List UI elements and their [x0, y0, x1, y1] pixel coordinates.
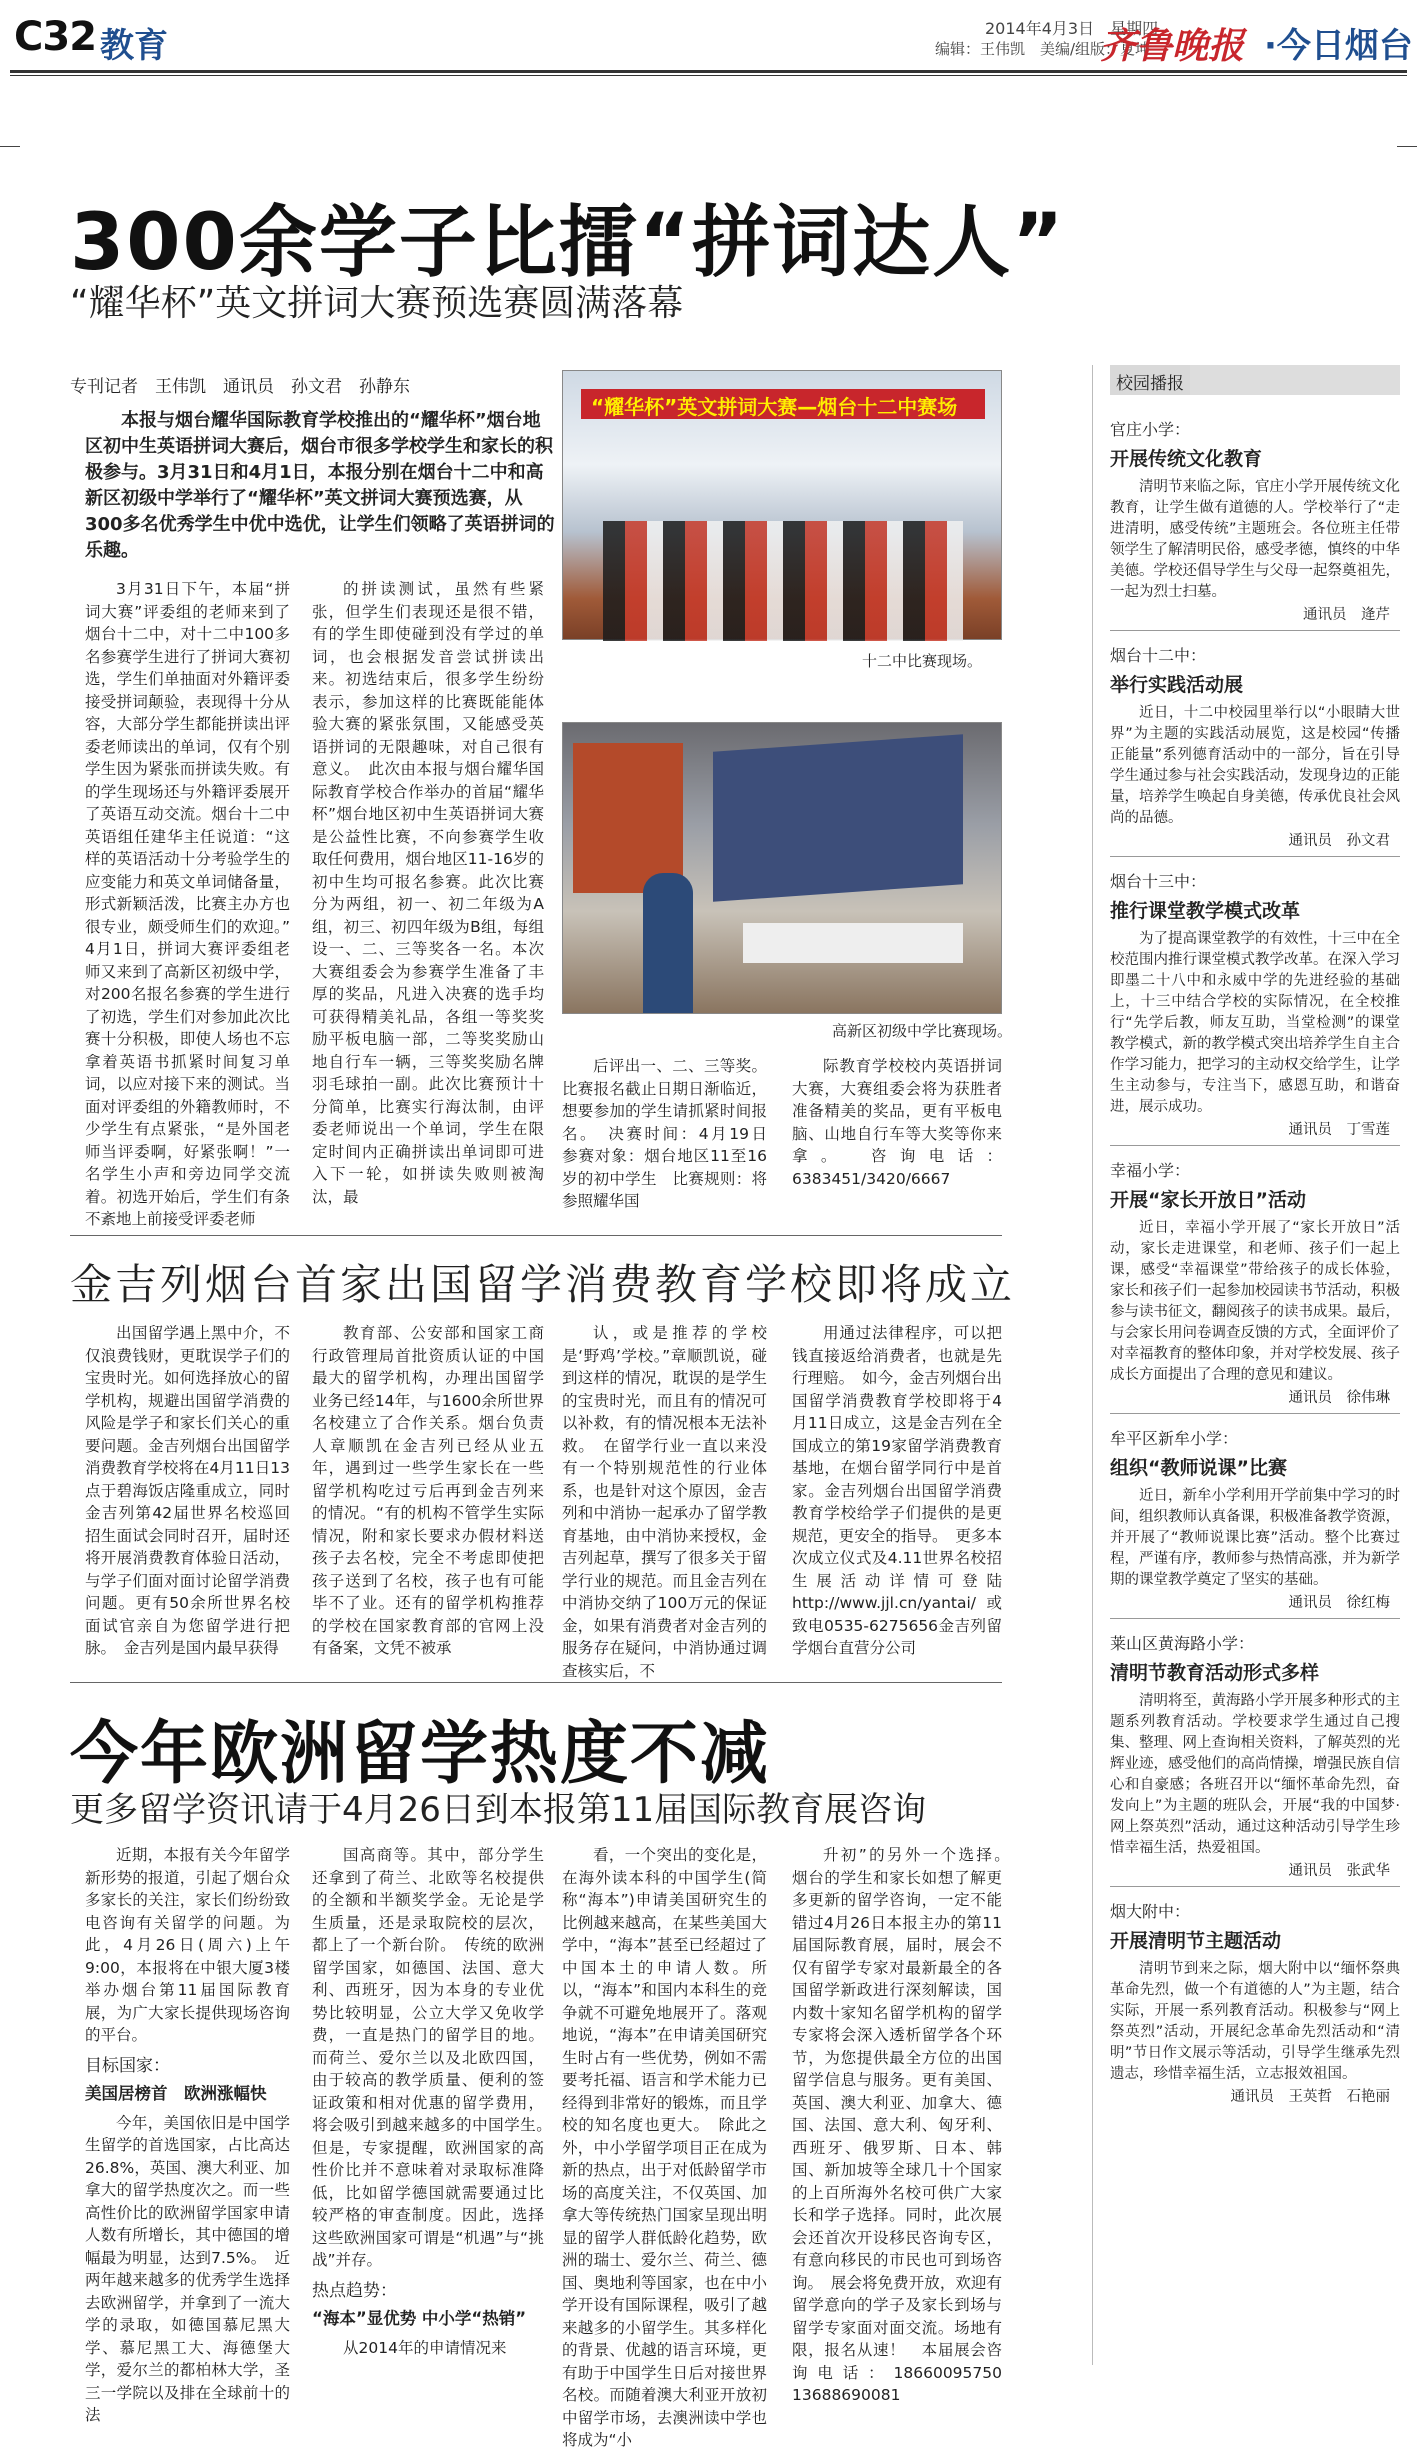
sidebar-item-byline: 通讯员 丁雪莲 — [1288, 1122, 1390, 1138]
sidebar-item-headline: 开展清明节主题活动 — [1110, 1930, 1282, 1952]
projector-screen — [713, 734, 963, 901]
photo1-caption: 十二中比赛现场。 — [862, 652, 983, 670]
sidebar-item-headline: 推行课堂教学模式改革 — [1110, 900, 1301, 922]
article3-column-3: 看，一个突出的变化是，在海外读本科的中国学生(简称“海本”)申请美国研究生的比例越来越高，在某些美国大学中，“海本”甚至已经超过了中国本土的申请人数。所以，“海本”和国内本科生的竞争就不可避免地展开了。落观地说，“海本”在申请美国研究生时占有一些优势，例如不需要考托福、语言和学术能力已经得到非常好的锻炼，而且学校的知名度也更大。 除此之外，中小学留学项目正在成为新的热点，出于对低龄留学市场的高度关注，不仅英国、加拿大等传统热门国家呈现出明显的留学人群低龄化趋势，欧洲的瑞士、爱尔兰、荷兰、德国、奥地利等国家，也在中小学开设有国际课程，吸引了越来越多的小留学生。其多样化的背景、优越的语言环境，更有助于中国学生日后对接世界名校。而随着澳大利亚开放初中留学市场，去澳洲读中学也将成为“小 — [562, 1846, 767, 2449]
article1-subheadline: “耀华杯”英文拼词大赛预选赛圆满落幕 — [70, 283, 684, 324]
article1-headline: 300余学子比擂“拼词达人” — [70, 198, 1066, 288]
page-number: C32 — [14, 14, 97, 60]
article2-column-4: 用通过法律程序，可以把钱直接返给消费者，也就是先行理赔。 如今，金吉列烟台出国留学消费教育学校即将于4月11日成立，这是金吉列在全国成立的第19家留学消费教育基地，在烟台留学同行中是首家。金吉列烟台出国留学消费教育学校给学子们提供的是更规范，更安全的指导。 更多本次成立仪式及4.11世界名校招生展活动详情可登陆http://www.jjl.cn/yantai/或致电0535-6275656金吉列留学烟台直营分公司 — [792, 1324, 1002, 1657]
sidebar-item-byline: 通讯员 徐红梅 — [1288, 1595, 1390, 1611]
photo2-banner — [573, 743, 683, 893]
article3-kicker-1: 目标国家： — [85, 2055, 170, 2076]
sidebar-item-byline: 通讯员 徐伟琳 — [1288, 1390, 1390, 1406]
article3-col2-para2: 从2014年的申请情况来 — [343, 2338, 507, 2357]
article3-col1-para1: 近期，本报有关今年留学新形势的报道，引起了烟台众多家长的关注，家长们纷纷致电咨询有关留学的问题。为此，4月26日(周六)上午9:00，本报将在中银大厦3楼举办烟台第11届国际教育展，为广大家长提供现场咨询的平台。 — [85, 1846, 290, 2044]
sidebar-separator — [1110, 630, 1400, 631]
article1-column-2: 的拼读测试，虽然有些紧张，但学生们表现还是很不错，有的学生即使碰到没有学过的单词，也会根据发音尝试拼读出来。初选结束后，很多学生纷纷表示，参加这样的比赛既能能体验大赛的紧张氛围，又能感受英语拼词的无限趣味，对自己很有意义。 此次由本报与烟台耀华国际教育学校合作举办的首届“耀华杯”烟台地区初中生英语拼词大赛是公益性比赛，不向参赛学生收取任何费用，烟台地区11-16岁的初中生均可报名参赛。此次比赛分为两组，初一、初二年级为A组，初三、初四年级为B组，每组设一、二、三等奖各一名。本次大赛组委会为参赛学生准备了丰厚的奖品，凡进入决赛的选手均可获得精美礼品，各组一等奖奖励平板电脑一部，二等奖奖励山地自行车一辆，三等奖奖励名牌羽毛球拍一副。此次比赛预计十分简单，比赛实行海汰制，由评委老师说出一个单词，学生在限定时间内正确拼读出单词即可进入下一轮，如拼读失败则被淘汰，最 — [312, 580, 544, 1206]
sidebar-item-headline: 组织“教师说课”比赛 — [1110, 1457, 1287, 1479]
sidebar-item-body: 近日，十二中校园里举行以“小眼睛大世界”为主题的实践活动展览，这是校园“传播正能量”系列德育活动中的一部分，旨在引导学生通过参与社会实践活动，发现身边的正能量，培养学生唤起自身美德，传承优良社会风尚的品德。 — [1110, 705, 1400, 826]
sidebar-item-body: 近日，幸福小学开展了“家长开放日”活动，家长走进课堂，和老师、孩子们一起上课，感受“幸福课堂”带给孩子的成长体验，家长和孩子们一起参加校园读书节活动，积极参与读书征文，翻阅孩子的读书成果。最后，与会家长用问卷调查反馈的方式，全面评价了对幸福教育的整体印象，并对学校发展、孩子成长方面提出了合理的意见和建议。 — [1110, 1220, 1400, 1383]
section-name: 教育 — [100, 26, 168, 66]
sidebar-item-byline: 通讯员 张武华 — [1288, 1863, 1390, 1879]
article3-kicker-2: 热点趋势： — [312, 2280, 397, 2301]
sidebar-item-body: 清明节到来之际，烟大附中以“缅怀祭典革命先烈，做一个有道德的人”为主题，结合实际，开展一系列教育活动。积极参与“网上祭英烈”活动，开展纪念革命先烈活动和“清明”节日作文展示等活动，引导学生继承先烈遗志，珍惜幸福生活，立志报效祖国。 — [1110, 1961, 1400, 2082]
article1-column-4: 际教育学校校内英语拼词大赛，大赛组委会将为获胜者准备精美的奖品，更有平板电脑、山地自行车等大奖等你来拿。 咨询电话：6383451/3420/6667 — [792, 1057, 1002, 1188]
article1-byline: 专刊记者 王伟凯 通讯员 孙文君 孙静东 — [70, 377, 410, 397]
photo-school12-contest — [562, 370, 1002, 640]
sidebar-item-byline: 通讯员 王英哲 石艳丽 — [1230, 2089, 1390, 2105]
campus-news-sidebar — [1110, 365, 1400, 2370]
edition-name: ·今日烟台 — [1264, 26, 1413, 66]
sidebar-item-body: 清明节来临之际，官庄小学开展传统文化教育，让学生做有道德的人。学校举行了“走进清明，感受传统”主题班会。各位班主任带领学生了解清明民俗，感受孝德，慎终的中华美德。学校还倡导学生与父母一起祭奠祖先，一起为烈士扫墓。 — [1110, 479, 1400, 600]
newspaper-logo: 齐鲁晚报 — [1100, 25, 1245, 67]
sidebar-divider — [1092, 365, 1093, 2365]
sidebar-item — [1110, 1631, 1400, 1887]
sidebar-item-byline: 通讯员 逄芹 — [1303, 607, 1390, 623]
sidebar-item — [1110, 1426, 1400, 1619]
article2-column-3: 认，或是推荐的学校是‘野鸡’学校。”章顺凯说，碰到这样的情况，耽误的是学生的宝贵时光，而且有的情况可以补救，有的情况根本无法补救。 在留学行业一直以来没有一个特别规范性的行业体系，也是针对这个原因，金吉列和中消协一起承办了留学教育基地，由中消协来授权，金吉列起草，撰写了很多关于留学行业的规范。而且金吉列在中消协交纳了100万元的保证金，如果有消费者对金吉列的服务存在疑问，中消协通过调查核实后，不 — [562, 1324, 767, 1680]
article3-col1-para2: 今年，美国依旧是中国学生留学的首选国家，占比高达26.8%，英国、澳大利亚、加拿大的留学热度次之。而一些高性价比的欧洲留学国家申请人数有所增长，其中德国的增幅最为明显，达到7.5%。 近两年越来越多的优秀学生选择去欧洲留学，并拿到了一流大学的录取，如德国慕尼黑大学、慕尼黑工大、海德堡大学，爱尔兰的都柏林大学，圣三一学院以及排在全球前十的法 — [85, 2113, 290, 2424]
trim-mark — [1397, 146, 1417, 147]
article3-subhead-2: “海本”显优势 中小学“热销” — [312, 2309, 527, 2328]
sidebar-separator — [1110, 856, 1400, 857]
header-rule-thin — [10, 75, 1407, 76]
article2-column-1: 出国留学遇上黑中介，不仅浪费钱财，更耽误学子们的宝贵时光。如何选择放心的留学机构，规避出国留学消费的风险是学子和家长们关心的重要问题。金吉列烟台出国留学消费教育学校将在4月11日13点于碧海饭店隆重成立，同时金吉列第42届世界名校巡回招生面试会同时召开，届时还将开展消费教育体验日活动，与学子们面对面讨论留学消费问题。更有50余所世界名校面试官亲自为您留学进行把脉。 金吉列是国内最早获得 — [85, 1324, 290, 1657]
article3-column-1 — [85, 1844, 290, 2424]
trim-mark — [0, 146, 20, 147]
sidebar-item-school: 官庄小学： — [1110, 420, 1191, 439]
editor-credits: 编辑：王伟凯 美编/组版：夏坤 — [935, 40, 1151, 58]
sidebar-separator — [1110, 1145, 1400, 1146]
sidebar-item — [1110, 643, 1400, 857]
sidebar-item — [1110, 1158, 1400, 1414]
sidebar-item-school: 烟大附中： — [1110, 1902, 1191, 1921]
sidebar-item-school: 烟台十三中： — [1110, 872, 1207, 891]
article2-column-2: 教育部、公安部和国家工商行政管理局首批资质认证的中国最大的留学机构，办理出国留学业务已经14年，与1600余所世界名校建立了合作关系。烟台负责人章顺凯在金吉列已经从业五年，遇到过一些学生家长在一些留学机构吃过亏后再到金吉列来的情况。“有的机构不管学生实际情况，附和家长要求办假材料送孩子去名校，完全不考虑即使把孩子送到了名校，孩子也有可能毕不了业。还有的留学机构推荐的学校在国家教育部的官网上没有备案，文凭不被承 — [312, 1324, 544, 1657]
sidebar-item-school: 烟台十二中： — [1110, 646, 1207, 665]
sidebar-title: 校园播报 — [1110, 365, 1190, 395]
sidebar-item — [1110, 417, 1400, 631]
judges-table — [743, 923, 963, 963]
article1-column-1: 3月31日下午，本届“拼词大赛”评委组的老师来到了烟台十二中，对十二中100多名参赛学生进行了拼词大赛初选，学生们单抽面对外籍评委接受拼词颠验，表现得十分从容，大部分学生都能拼读出评委老师读出的单词，仅有个别学生因为紧张而拼读失败。有的学生现场还与外籍评委展开了英语互动交流。烟台十二中英语组任建华主任说道：“这样的英语活动十分考验学生的应变能力和英文单词储备量，形式新颖活泼，比赛主办方也很专业，颇受师生们的欢迎。” 4月1日，拼词大赛评委组老师又来到了高新区初级中学，对200名报名参赛的学生进行了初选，学生们对参加此次比赛十分积极，即使人场也不忘拿着英语书抓紧时间复习单词，以应对接下来的测试。当面对评委组的外籍教师时，不少学生有点紧张，“是外国老师当评委啊，好紧张啊！”一名学生小声和旁边同学交流着。初选开始后，学生们有条不紊地上前接受评委老师 — [85, 580, 306, 1228]
sidebar-item-byline: 通讯员 孙文君 — [1288, 833, 1390, 849]
photo-gaoxin-contest — [562, 722, 1002, 1014]
sidebar-item-school: 幸福小学： — [1110, 1161, 1191, 1180]
sidebar-item-school: 莱山区黄海路小学： — [1110, 1634, 1255, 1653]
issue-date: 2014年4月3日 星期四 — [985, 19, 1159, 38]
student-figure — [643, 873, 693, 1013]
article3-column-4: 升初”的另外一个选择。 烟台的学生和家长如想了解更多更新的留学咨询，一定不能错过4月26日本报主办的第11届国际教育展，届时，展会不仅有留学专家对最新最全的各国留学新政进行深刻解读，国内数十家知名留学机构的留学专家将会深入透析留学各个环节，为您提供最全方位的出国留学信息与服务。更有美国、英国、澳大利亚、加拿大、德国、法国、意大利、匈牙利、西班牙、俄罗斯、日本、韩国、新加坡等全球几十个国家的上百所海外名校可供广大家长和学子选择。同时，此次展会还首次开设移民咨询专区，有意向移民的市民也可到场咨询。 展会将免费开放，欢迎有留学意向的学子及家长到场与留学专家面对面交流。场地有限，报名从速！ 本届展会咨询电话：18660095750 13688690081 — [792, 1846, 1018, 2404]
sidebar-item-body: 清明将至，黄海路小学开展多种形式的主题系列教育活动。学校要求学生通过自己搜集、整理、网上查询相关资料，了解英烈的光辉业迹，感受他们的高尚情操，增强民族自信心和自豪感；各班召开以“缅怀革命先烈，奋发向上”为主题的班队会，开展“我的中国梦·网上祭英烈”活动，通过这种活动引导学生珍惜幸福生活，热爱祖国。 — [1110, 1693, 1400, 1856]
sidebar-news-list — [1110, 405, 1400, 2365]
sidebar-item-school: 牟平区新牟小学： — [1110, 1429, 1239, 1448]
article3-subheadline: 更多留学资讯请于4月26日到本报第11届国际教育展咨询 — [70, 1790, 927, 1830]
sidebar-item-body: 近日，新牟小学利用开学前集中学习的时间，组织教师认真备课，积极准备教学资源，并开展了“教师说课比赛”活动。整个比赛过程，严谨有序，教师参与热情高涨，并为新学期的课堂教学奠定了坚实的基础。 — [1110, 1488, 1400, 1588]
article3-headline: 今年欧洲留学热度不减 — [70, 1715, 771, 1794]
sidebar-separator — [1110, 1413, 1400, 1414]
photo1-banner: “耀华杯”英文拼词大赛—烟台十二中赛场 — [581, 389, 985, 419]
article1-lead: 本报与烟台耀华国际教育学校推出的“耀华杯”烟台地区初中生英语拼词大赛后，烟台市很多学校学生和家长的积极参与。3月31日和4月1日，本报分别在烟台十二中和高新区初级中学举行了“耀华杯”英文拼词大赛预选赛，从300多名优秀学生中优中选优，让学生们领略了英语拼词的乐趣。 — [85, 410, 555, 561]
photo1-audience — [603, 521, 963, 641]
article2-headline: 金吉列烟台首家出国留学消费教育学校即将成立 — [70, 1260, 1016, 1309]
sidebar-item — [1110, 869, 1400, 1146]
article3-subhead-1: 美国居榜首 欧洲涨幅快 — [85, 2084, 267, 2103]
photo2-caption: 高新区初级中学比赛现场。 — [832, 1022, 1013, 1040]
header-rule — [10, 70, 1407, 73]
sidebar-item-headline: 举行实践活动展 — [1110, 674, 1244, 696]
article1-column-3: 后评出一、二、三等奖。比赛报名截止日期日渐临近，想要参加的学生请抓紧时间报名。 决赛时间：4月19日 参赛对象：烟台地区11至16岁的初中学生 比赛规则：将参照耀华国 — [562, 1057, 783, 1210]
article3-column-2 — [312, 1844, 560, 2374]
sidebar-item — [1110, 1899, 1400, 2106]
article2-rule — [70, 1235, 1002, 1236]
sidebar-item-headline: 清明节教育活动形式多样 — [1110, 1662, 1320, 1684]
sidebar-separator — [1110, 1618, 1400, 1619]
article3-rule — [70, 1682, 1002, 1683]
sidebar-item-headline: 开展传统文化教育 — [1110, 448, 1263, 470]
sidebar-item-body: 为了提高课堂教学的有效性，十三中在全校范围内推行课堂模式教学改革。在深入学习即墨二十八中和永威中学的先进经验的基础上，十三中结合学校的实际情况，在全校推行“先学后教，师友互助，当堂检测”的课堂教学模式，新的教学模式突出培养学生自主合作学习能力，把学习的主动权交给学生，让学生主动参与，专注当下，感恩互助，和谐奋进，展示成功。 — [1110, 931, 1400, 1115]
article3-col2-para1: 国高商等。其中，部分学生还拿到了荷兰、北欧等名校提供的全额和半额奖学金。无论是学生质量，还是录取院校的层次，都上了一个新台阶。 传统的欧洲留学国家，如德国、法国、意大利、西班牙，因为本身的专业优势比较明显，公立大学又免收学费，一直是热门的留学目的地。而荷兰、爱尔兰以及北欧四国，由于较高的教学质量、便利的签证政策和相对优惠的留学费用，将会吸引到越来越多的中国学生。 但是，专家提醒，欧洲国家的高性价比并不意味着对录取标准降低，比如留学德国就需要通过比较严格的审查制度。因此，选择这些欧洲国家可谓是“机遇”与“挑战”并存。 — [312, 1846, 560, 2269]
sidebar-item-headline: 开展“家长开放日”活动 — [1110, 1189, 1306, 1211]
sidebar-separator — [1110, 1886, 1400, 1887]
